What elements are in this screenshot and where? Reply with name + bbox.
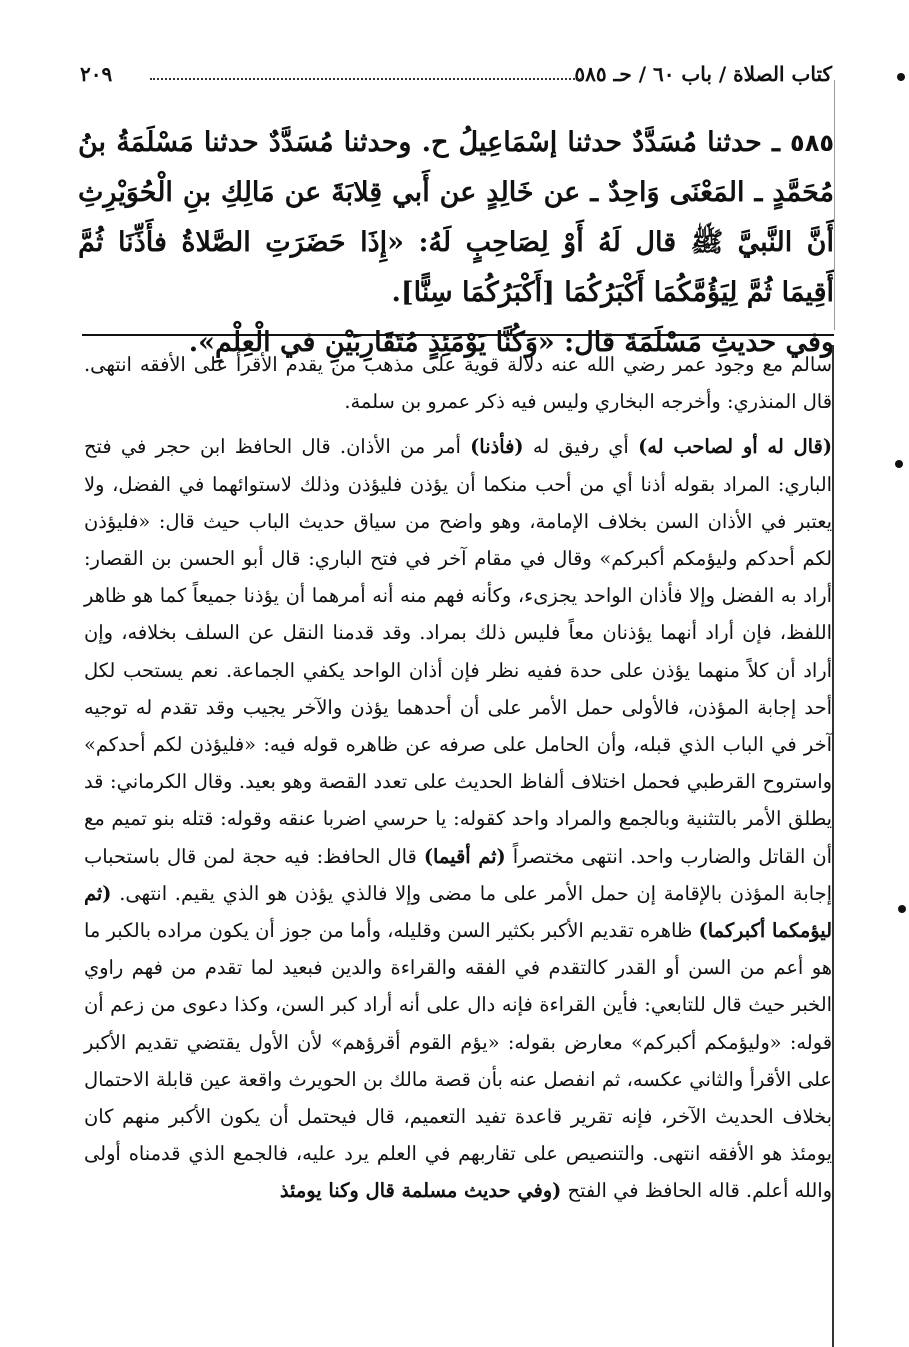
hadith-body-2: وفي حديثِ مَسْلَمَةَ قال: «وَكُنَّا يَوْمَئِذٍ مُتَقَارِبَيْنِ في الْعِلْمِ». xyxy=(188,327,834,358)
running-header xyxy=(80,56,832,96)
chapter-title: كتاب الصلاة / باب ٦٠ / حـ ٥٨٥ xyxy=(574,62,832,86)
header-dot-leader xyxy=(150,78,582,80)
commentary-text: سالم مع وجود عمر رضي الله عنه دلالة قوية على مذهب من يقدم الأقرأ على الأفقه انتهى. قال المنذري: وأخرجه البخاري وليس فيه ذكر عمرو بن سلمة. xyxy=(84,353,832,414)
quoted-phrase: (وفي حديث مسلمة قال وكنا يومئذ xyxy=(279,1179,562,1203)
footnote-divider xyxy=(82,334,834,336)
commentary xyxy=(84,346,832,1210)
hadith-body: ـ حدثنا مُسَدَّدٌ حدثنا إسْمَاعِيلُ ح. وحدثنا مُسَدَّدٌ حدثنا مَسْلَمَةُ بنُ مُحَمَّدٍ ـ المَعْنَى وَاحِدٌ ـ عن خَالِدٍ عن أَبي قِلابَةَ عن مَالِكِ بنِ الْحُوَيْرِثِ أَنَّ النَّبيَّ ﷺ قال لَهُ أَوْ لِصَاحِبٍ لَهُ: «إِذَا حَضَرَتِ الصَّلاةُ فأَذِّنَا ثُمَّ أَقِيمَا ثُمَّ لِيَؤُمَّكُمَا أَكْبَرُكُمَا [أَكْبَرُكُمَا سِنًّا]. xyxy=(78,127,834,308)
quoted-phrase: (فأذنا) xyxy=(470,435,524,459)
quoted-phrase: (ثم أقيما) xyxy=(423,844,506,868)
commentary-paragraph-1 xyxy=(84,346,832,420)
commentary-text: قال الحافظ: فيه حجة لمن قال باستحباب إجابة المؤذن بالإقامة إن حمل الأمر على ما مضى وإلا فالذي يؤذن هو الذي يقيم. انتهى. xyxy=(84,844,832,905)
page-number: ٢٠٩ xyxy=(80,62,113,86)
page-edge-line xyxy=(832,345,834,1347)
commentary-paragraph-2 xyxy=(84,428,832,1209)
margin-mark xyxy=(897,73,905,81)
commentary-text: ظاهره تقديم الأكبر بكثير السن وقليله، وأما من جوز أن يكون مراده بالكبر ما هو أعم من السن أو القدر كالتقدم في الفقه والقراءة والدين فبعيد لما تقدم من فهم راوي الخبر حيث قال للتابعي: فأين القراءة فإنه دال على أنه أراد كبر السن، وكذا دعوى من زعم أن قوله: «وليؤمكم أكبركم» معارض بقوله: «يؤم القوم أقرؤهم» لأن الأول يقتضي تقديم الأكبر على الأقرأ والثاني عكسه، ثم انفصل عنه بأن قصة مالك بن الحويرث واقعة عين قابلة الاحتمال بخلاف الحديث الآخر، فإنه تقرير قاعدة تفيد التعميم، قال فيحتمل أن يكون الأكبر منهم كان يومئذ هو الأفقه انتهى. والتنصيص على تقاربهم في العلم يرد عليه، فالجمع الذي قدمناه أولى والله أعلم. قاله الحافظ في الفتح xyxy=(84,919,832,1203)
hadith-text xyxy=(78,118,834,368)
margin-mark xyxy=(895,460,903,468)
hadith-number: ٥٨٥ xyxy=(790,129,834,157)
commentary-text: أي رفيق له xyxy=(523,435,639,459)
hadith-paragraph xyxy=(78,118,834,318)
commentary-text: أمر من الأذان. قال الحافظ ابن حجر في فتح الباري: المراد بقوله أذنا أي من أحب منكما أن يؤذن فليؤذن وذلك لاستوائهما في الفضل، ولا يعتبر في الأذان السن بخلاف الإمامة، وهو واضح من سياق حديث الباب حيث قال: «فليؤذن لكم أحدكم وليؤمكم أكبركم» وقال في مقام آخر في فتح الباري: قال أبو الحسن بن القصار: أراد به الفضل وإلا فأذان الواحد يجزىء، وكأنه فهم منه أنه أمرهما أن يؤذنا جميعاً كما هو ظاهر اللفظ، فإن أراد أنهما يؤذنان معاً فليس ذلك بمراد. وقد قدمنا النقل عن السلف بخلافه، وإن أراد أن كلاً منهما يؤذن على حدة ففيه نظر فإن أذان الواحد يكفي الجماعة. نعم يستحب لكل أحد إجابة المؤذن، فالأولى حمل الأمر على أن أحدهما يؤذن والآخر يجيب وقد تقدم له توجيه آخر في الباب الذي قبله، وأن الحامل على صرفه عن ظاهره قوله فيه: «فليؤذن لكم أحدكم» واستروح القرطبي فحمل اختلاف ألفاظ الحديث على تعدد القصة وهو بعيد. وقال الكرماني: قد يطلق الأمر بالتثنية وبالجمع والمراد واحد كقوله: يا حرسي اضربا عنقه وقوله: قتله بنو تميم مع أن القاتل والضارب واحد. انتهى مختصراً xyxy=(84,435,832,868)
margin-mark xyxy=(898,905,906,913)
page-edge-line-top xyxy=(834,80,835,330)
quoted-phrase: (ثم ليؤمكما أكبركما) xyxy=(84,881,832,943)
quoted-phrase: (قال له أو لصاحب له) xyxy=(638,435,832,459)
